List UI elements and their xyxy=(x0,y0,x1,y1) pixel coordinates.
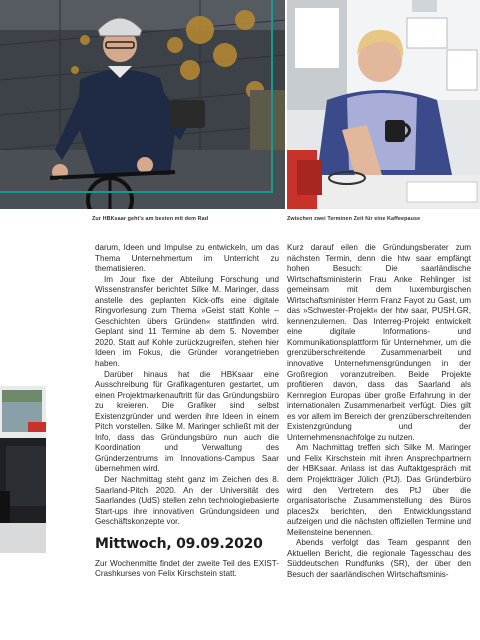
section-heading: Mittwoch, 09.09.2020 xyxy=(95,535,263,552)
text-column-left xyxy=(95,243,279,580)
caption-right: Zwischen zwei Terminen Zeit für eine Kaffeepause xyxy=(287,216,421,222)
photo-laptop-fragment xyxy=(0,386,46,581)
paragraph: Im Jour fixe der Abteilung Forschung und Wissenstransfer berichtet Silke M. Maringer, dass anstelle des geplanten Kick-offs eine digitale Ringvorlesung zum Thema »Geist statt Kohle – Geschichten übers Gründen« stattfinden wird. Geplant sind 11 Termine ab dem 5. November 2020. Statt auf Kohle zurückzugreifen, stehen hier Ideen im Fokus, die Gründer vorangetrieben haben. xyxy=(95,274,279,369)
paragraph: Der Nachmittag steht ganz im Zeichen des 8. Saarland-Pitch 2020. An der Universität des Saarlandes (UdS) stellen zehn technologiebasierte Start-ups ihre innovativen Gründungsideen und Geschäftskonzepte vor. xyxy=(95,475,279,527)
paragraph: Abends verfolgt das Team gespannt den Aktuellen Bericht, die regionale Tagesschau des Süddeutschen Rundfunks (SR), der über den Besuch der saarländischen Wirtschaftsminis- xyxy=(287,538,471,579)
paragraph: Am Nachmittag treffen sich Silke M. Maringer und Felix Kirschstein mit ihren Ansprechpartnern der HBKsaar. Anlass ist das Auftaktgespräch mit dem Projektträger Jülich (PtJ). Das Gründerbüro wird den Vertretern des PtJ über die organisatorische Zusammenstellung des Büros places2x berichten, den Entwicklungsstand aufzeigen und die nächsten offiziellen Termine und Meilensteine benennen. xyxy=(287,443,471,537)
paragraph: Kurz darauf eilen die Gründungsberater zum nächsten Termin, denn die htw saar empfängt hohen Besuch: Die saarländische Wirtschaftsministerin Frau Anke Rehlinger ist gemeinsam mit dem luxemburgischen Wirtschaftsminister Herrn Franz Fayot zu Gast, um das »Schwester-Projekt« der htw saar, PUSH.GR, kennenzulernen. Das Interreg-Projekt entwickelt eine digitale Informations- und Kommunikationsplattform für Unternehmer, um die grenzüberschreitende Zusammenarbeit und innovative Unternehmensgründungen in der Großregion voranzutreiben. Beide Projekte profitieren davon, dass das Saarland als Kernregion Europas über große Erfahrung in der internationalen Zusammenarbeit verfügt. Dies gilt es vor allem im Bereich der grenzüberschreitenden Existenzgründung und der Unternehmensnachfolge zu nutzen. xyxy=(287,243,471,442)
photo-cyclist xyxy=(0,0,285,209)
photo-coffee-break xyxy=(287,0,480,209)
paragraph: darum, Ideen und Impulse zu entwickeln, um das Thema Unternehmertum im Unterricht zu thematisieren. xyxy=(95,243,279,274)
paragraph: Darüber hinaus hat die HBKsaar eine Ausschreibung für Grafikagenturen gestartet, um einen Projektmarkenauftritt für das Gründungsbüro zu kreieren. Die Grafiker sind selbst Existenzgründer und werden ihre Ideen in einem Pitch vorstellen. Silke M. Maringer schließt mit der Info, dass das Gründungsbüro nun auch die Koordination und Verwaltung des Gründerzentrums im Innovations-Campus Saar übernehmen wird. xyxy=(95,369,279,474)
paragraph: Zur Wochenmitte findet der zweite Teil des EXIST-Crashkurses von Felix Kirschstein statt. xyxy=(95,558,279,579)
caption-left: Zur HBKsaar geht’s am besten mit dem Rad xyxy=(92,216,209,222)
text-column-right xyxy=(287,243,471,581)
